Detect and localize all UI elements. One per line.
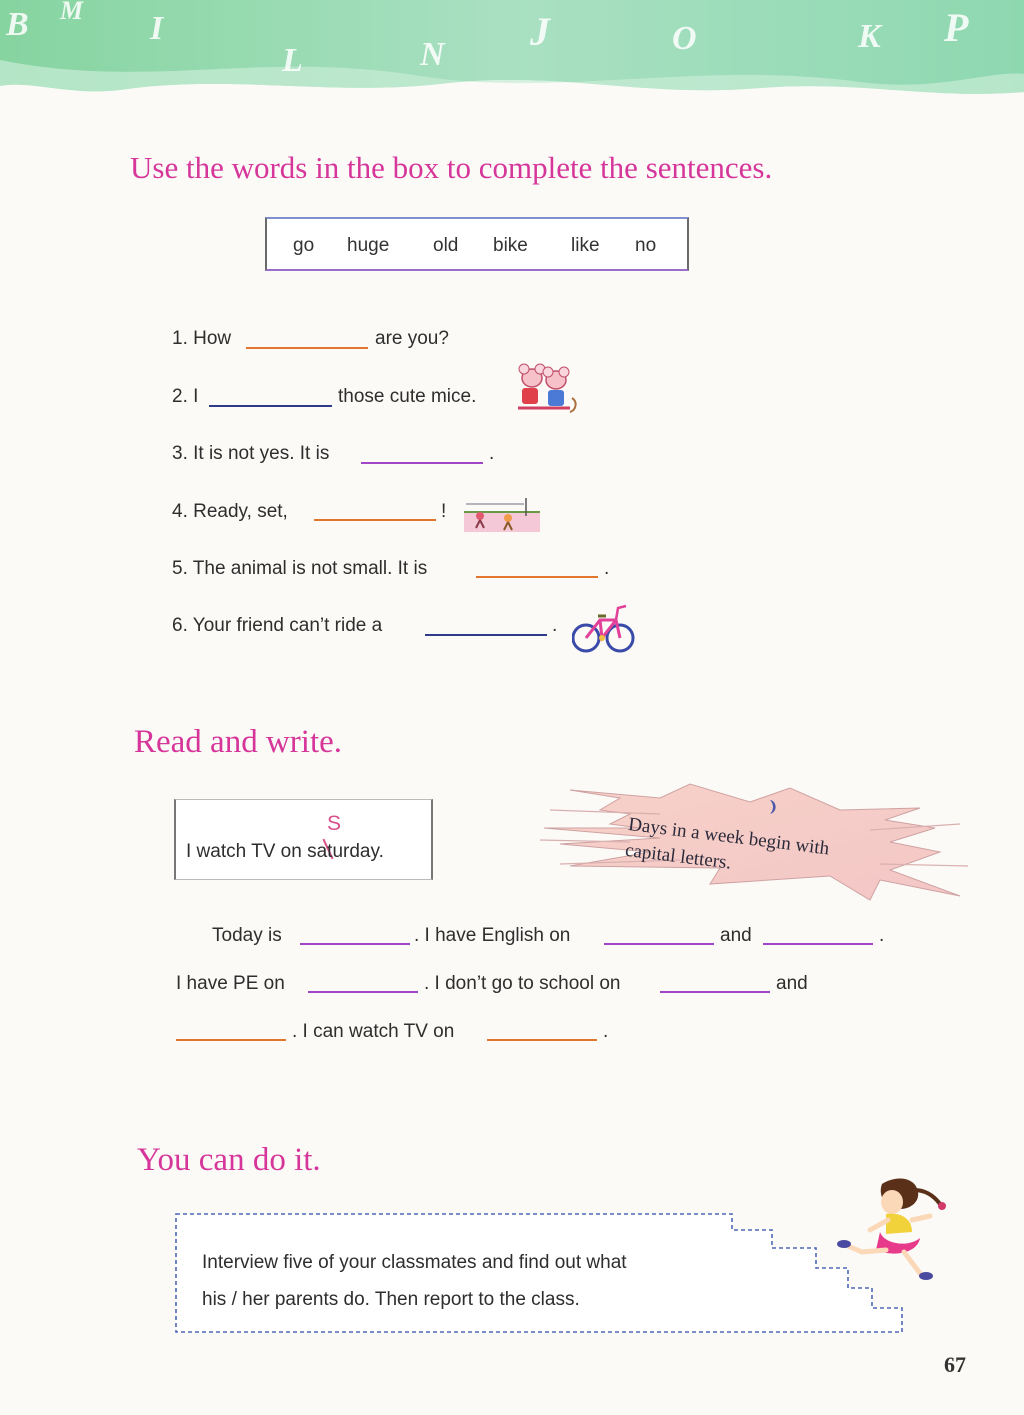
task-line: Interview five of your classmates and find out what <box>202 1252 627 1273</box>
header-letter: K <box>858 18 881 55</box>
moon-icon <box>764 798 780 816</box>
header-letter: O <box>672 20 697 57</box>
exercise-item-text: 5. The animal is not small. It is <box>172 558 428 579</box>
section-heading: Read and write. <box>134 724 343 760</box>
word-option: no <box>635 235 657 256</box>
exercise-item-text: . <box>489 443 495 464</box>
header-letter: P <box>944 5 969 50</box>
tip-text: Days in a week begin with capital letters. <box>624 813 831 874</box>
page-number: 67 <box>944 1352 966 1377</box>
header-letter: J <box>530 9 550 54</box>
race-illustration <box>464 494 540 534</box>
word-box <box>265 217 689 271</box>
bike-illustration <box>572 598 636 656</box>
header-letter: L <box>282 42 303 79</box>
running-girl-illustration <box>826 1172 946 1282</box>
answer-blank[interactable] <box>314 519 436 521</box>
answer-blank[interactable] <box>660 991 770 993</box>
answer-blank[interactable] <box>300 943 410 945</box>
header-letter: N <box>420 36 445 73</box>
exercise-item-text: . <box>604 558 610 579</box>
exercise-text: and <box>720 925 752 946</box>
exercise-item-text: those cute mice. <box>338 386 477 407</box>
exercise-item-text: are you? <box>375 328 449 349</box>
word-option: like <box>571 235 600 256</box>
exercise-item-text: 1. How <box>172 328 232 349</box>
answer-blank[interactable] <box>425 634 547 636</box>
exercise-text: . I can watch TV on <box>292 1021 455 1042</box>
answer-blank[interactable] <box>763 943 873 945</box>
exercise-text: . I don’t go to school on <box>424 973 621 994</box>
word-option: huge <box>347 235 390 256</box>
header-letter: B <box>6 6 29 43</box>
task-line: his / her parents do. Then report to the class. <box>202 1289 580 1310</box>
answer-blank[interactable] <box>361 462 483 464</box>
section-heading: Use the words in the box to complete the sentences. <box>130 150 773 185</box>
exercise-item-text: . <box>552 615 558 636</box>
exercise-text: Today is <box>212 925 282 946</box>
word-option: old <box>433 235 459 256</box>
answer-blank[interactable] <box>209 405 332 407</box>
answer-blank[interactable] <box>487 1039 597 1041</box>
exercise-item-text: 3. It is not yes. It is <box>172 443 330 464</box>
correction-mark: S <box>327 812 342 835</box>
exercise-item-text: 4. Ready, set, <box>172 501 288 522</box>
answer-blank[interactable] <box>604 943 714 945</box>
section-heading: You can do it. <box>137 1142 321 1178</box>
answer-blank[interactable] <box>476 576 598 578</box>
exercise-text: I have PE on <box>176 973 285 994</box>
example-box <box>174 799 433 880</box>
header-letter: M <box>60 0 84 25</box>
word-option: bike <box>493 235 528 256</box>
mice-illustration <box>510 358 580 418</box>
word-option: go <box>293 235 315 256</box>
answer-blank[interactable] <box>246 347 368 349</box>
header-letter: I <box>150 10 164 47</box>
exercise-text: . <box>603 1021 609 1042</box>
exercise-text: . <box>879 925 885 946</box>
exercise-item-text: 6. Your friend can’t ride a <box>172 615 383 636</box>
exercise-text: . I have English on <box>414 925 571 946</box>
task-instructions <box>202 1244 627 1318</box>
header-decoration <box>0 0 1024 110</box>
answer-blank[interactable] <box>308 991 418 993</box>
exercise-item-text: 2. I <box>172 386 199 407</box>
answer-blank[interactable] <box>176 1039 286 1041</box>
exercise-item-text: ! <box>441 501 447 522</box>
exercise-text: and <box>776 973 808 994</box>
example-sentence: I watch TV on saturday. <box>186 841 384 862</box>
